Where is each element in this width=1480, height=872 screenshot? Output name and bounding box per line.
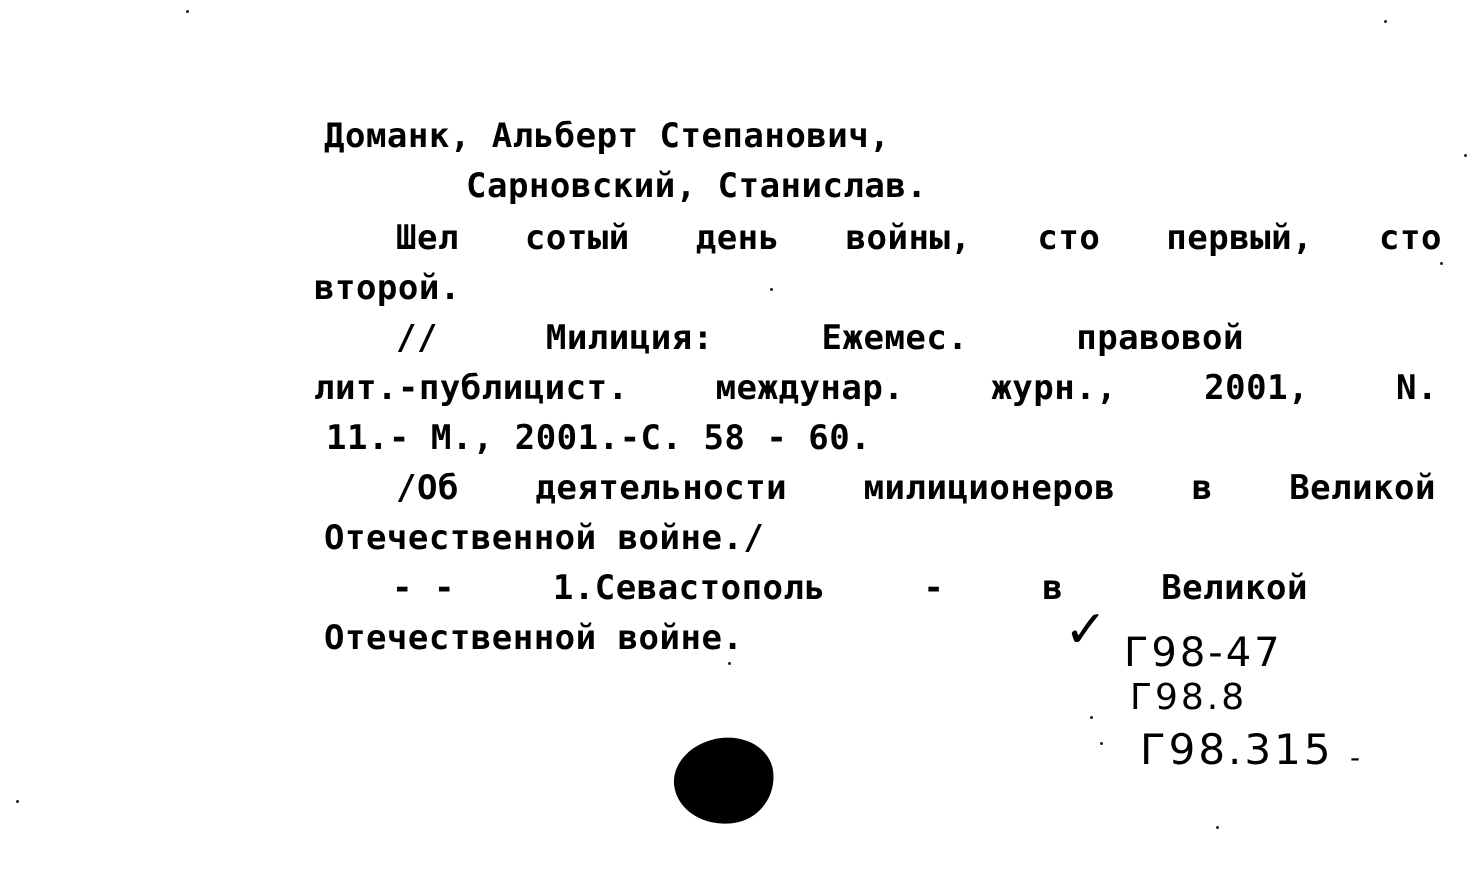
source-word: правовой <box>1076 318 1244 358</box>
subject-line-2: Отечественной войне. <box>324 618 744 658</box>
title-word: сто <box>1379 218 1442 258</box>
source-word: лит.-публицист. <box>314 368 629 408</box>
note-word: деятельности <box>535 468 788 508</box>
title-word: сотый <box>524 218 630 258</box>
note-word: милиционеров <box>863 468 1116 508</box>
handwritten-checkmark: ✓ <box>1064 600 1108 660</box>
title-word: Шел <box>396 218 459 258</box>
scan-speck <box>1464 154 1467 157</box>
note-line-1 <box>396 464 1436 512</box>
note-word: /Об <box>396 468 459 508</box>
source-line-3: 11.- М., 2001.-С. 58 - 60. <box>326 418 872 458</box>
note-word: Великой <box>1289 468 1436 508</box>
scan-speck <box>770 288 773 291</box>
author-line-1: Доманк, Альберт Степанович, <box>324 116 891 156</box>
source-word: N. <box>1396 368 1438 408</box>
subject-word: - <box>923 568 945 608</box>
title-word: день <box>695 218 780 258</box>
source-line-1 <box>396 314 1244 362</box>
source-line-2 <box>314 364 1438 412</box>
handwritten-code: Г98-47 <box>1124 630 1283 676</box>
subject-word: в <box>1042 568 1064 608</box>
subject-line-1 <box>392 564 1308 612</box>
source-word: междунар. <box>715 368 905 408</box>
handwritten-code: Г98.8 <box>1130 677 1248 718</box>
scan-speck <box>1216 826 1219 829</box>
source-word: // <box>396 318 438 358</box>
ink-blot <box>669 731 780 830</box>
subject-word: Великой <box>1161 568 1308 608</box>
title-line-2: второй. <box>314 268 461 308</box>
scan-speck <box>1440 262 1443 265</box>
title-word: сто <box>1037 218 1101 258</box>
note-line-2: Отечественной войне./ <box>324 518 765 558</box>
subject-word: - - <box>392 568 455 608</box>
title-line-1 <box>396 214 1442 262</box>
handwritten-dash: - <box>1350 741 1361 774</box>
subject-word: 1.Севастополь <box>552 568 826 608</box>
scan-speck <box>1090 716 1093 719</box>
scan-speck <box>728 662 731 665</box>
source-word: журн., <box>991 368 1118 408</box>
scan-speck <box>1384 20 1387 23</box>
author-line-2: Сарновский, Станислав. <box>466 166 928 206</box>
title-word: войны, <box>845 218 972 258</box>
note-word: в <box>1191 468 1213 508</box>
scan-speck <box>1100 742 1103 745</box>
source-word: Ежемес. <box>821 318 969 358</box>
source-word: 2001, <box>1204 368 1310 408</box>
handwritten-code: Г98.315 <box>1140 725 1334 774</box>
title-word: первый, <box>1166 218 1314 258</box>
scan-speck <box>16 800 19 803</box>
scan-speck <box>186 10 189 13</box>
source-word: Милиция: <box>545 318 714 358</box>
